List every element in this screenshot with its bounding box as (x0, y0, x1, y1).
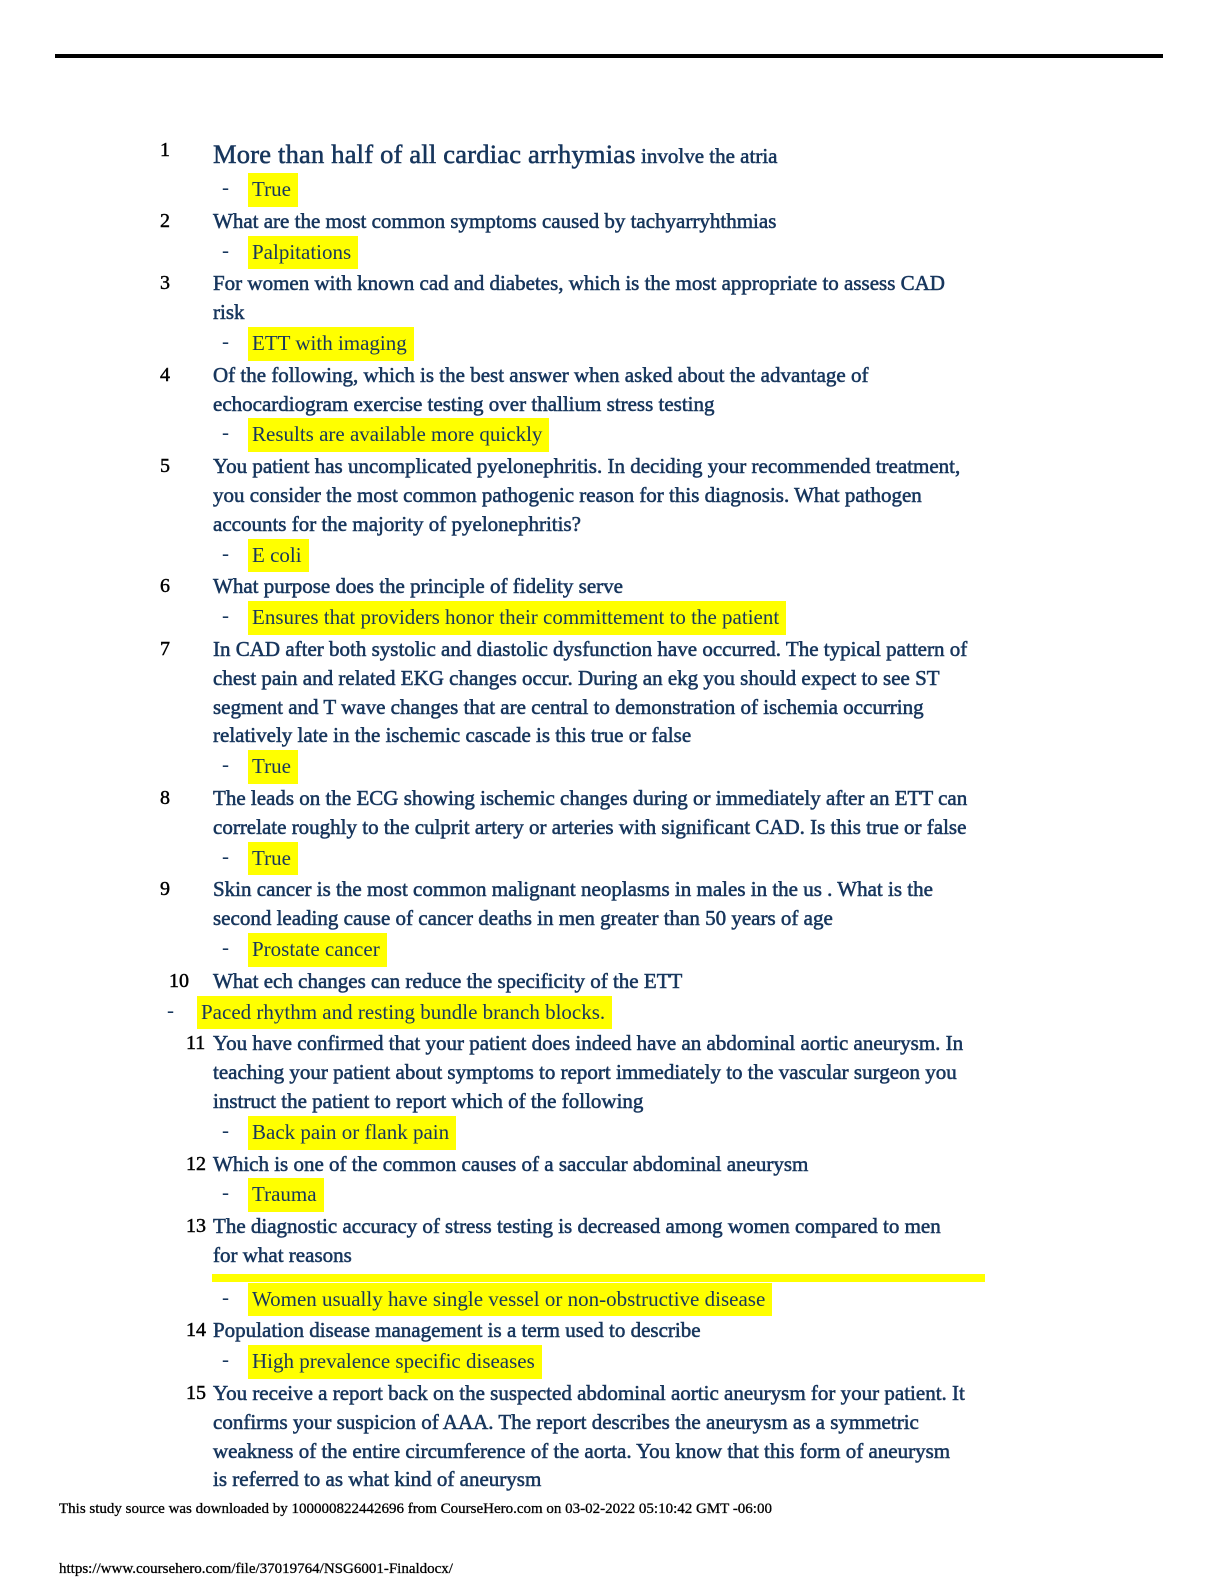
answer-highlight: Trauma (248, 1178, 324, 1212)
question-item (158, 361, 1088, 452)
question-block (213, 269, 1073, 360)
answer-row (213, 842, 1073, 876)
question-item (158, 452, 1088, 572)
answer-row (213, 327, 1073, 361)
answer-dash: - (222, 328, 229, 353)
answer-row (213, 236, 1073, 270)
question-lead-text: More than half of all cardiac arrhymias (213, 139, 636, 169)
question-number: 12 (186, 1152, 206, 1175)
answer-row (213, 750, 1073, 784)
question-item (158, 269, 1088, 360)
question-block (213, 635, 1073, 784)
question-text: Population disease management is a term used to describe (213, 1318, 701, 1343)
answer-row (213, 1178, 1073, 1212)
footer-source-url: https://www.coursehero.com/file/37019764/NSG6001-Finaldocx/ (59, 1561, 453, 1577)
answer-highlight: True (248, 173, 298, 207)
highlight-bar (212, 1274, 985, 1282)
question-text: Which is one of the common causes of a saccular abdominal aneurysm (213, 1151, 809, 1176)
answer-row (213, 173, 1073, 207)
question-text: What purpose does the principle of fidelity serve (213, 574, 623, 599)
answer-dash: - (222, 237, 229, 262)
answer-row (213, 539, 1073, 573)
answer-highlight: ETT with imaging (248, 327, 414, 361)
question-text: What are the most common symptoms caused by tachyarryhthmias (213, 208, 777, 233)
answer-dash: - (222, 175, 229, 199)
question-text: echocardiogram exercise testing over thallium stress testing (213, 391, 715, 416)
question-text: The diagnostic accuracy of stress testing is decreased among women compared to men (213, 1214, 941, 1239)
question-text: Of the following, which is the best answer when asked about the advantage of (213, 362, 869, 387)
question-text: accounts for the majority of pyelonephritis? (213, 511, 581, 536)
answer-highlight: Back pain or flank pain (248, 1116, 456, 1150)
answer-highlight: True (248, 750, 298, 784)
answer-highlight: Results are available more quickly (248, 418, 549, 452)
question-block (213, 1029, 1073, 1149)
answer-row (213, 601, 1073, 635)
question-text: teaching your patient about symptoms to report immediately to the vascular surgeon you (213, 1060, 957, 1085)
answer-dash: - (167, 997, 174, 1022)
question-block (213, 875, 1073, 966)
top-rule-divider (55, 54, 1163, 58)
question-block (213, 1212, 1073, 1316)
question-number: 13 (186, 1215, 206, 1238)
answer-dash: - (222, 540, 229, 565)
answer-highlight: High prevalence specific diseases (248, 1345, 542, 1379)
answer-dash: - (222, 1347, 229, 1372)
question-text: You patient has uncomplicated pyelonephritis. In deciding your recommended treatment, (213, 454, 961, 479)
question-text: For women with known cad and diabetes, which is the most appropriate to assess CAD (213, 271, 945, 296)
question-item (158, 1316, 1088, 1379)
answer-dash: - (222, 752, 229, 777)
question-block (213, 361, 1073, 452)
question-text: relatively late in the ischemic cascade is this true or false (213, 723, 692, 748)
question-number: 6 (160, 575, 170, 598)
question-rest-text: involve the atria (635, 144, 778, 168)
question-number: 11 (186, 1032, 206, 1055)
question-text: What ech changes can reduce the specificity of the ETT (213, 968, 683, 993)
question-number: 4 (160, 363, 170, 386)
question-block (213, 1150, 1073, 1213)
question-number: 15 (186, 1382, 206, 1405)
question-text: The leads on the ECG showing ischemic changes during or immediately after an ETT can (213, 785, 968, 810)
answer-highlight: Paced rhythm and resting bundle branch blocks. (197, 996, 612, 1030)
question-text: segment and T wave changes that are central to demonstration of ischemia occurring (213, 694, 924, 719)
question-text: confirms your suspicion of AAA. The report describes the aneurysm as a symmetric (213, 1409, 919, 1434)
question-text: In CAD after both systolic and diastolic dysfunction have occurred. The typical pattern of (213, 636, 968, 661)
question-number: 2 (160, 209, 170, 232)
question-block (213, 136, 1073, 207)
footer-download-notice: This study source was downloaded by 100000822442696 from CourseHero.com on 03-02-2022 05:10:42 GMT -06:00 (59, 1501, 772, 1517)
question-text (213, 136, 1073, 173)
question-item (158, 572, 1088, 635)
question-number: 7 (160, 637, 170, 660)
answer-row (213, 418, 1073, 452)
question-text: You have confirmed that your patient does indeed have an abdominal aortic aneurysm. In (213, 1031, 964, 1056)
question-item (158, 1150, 1088, 1213)
answer-dash: - (222, 843, 229, 868)
question-block (213, 1316, 1073, 1379)
question-text: for what reasons (213, 1242, 352, 1267)
answer-highlight: E coli (248, 539, 309, 573)
question-text: second leading cause of cancer deaths in men greater than 50 years of age (213, 906, 833, 931)
question-text: Skin cancer is the most common malignant neoplasms in males in the us . What is the (213, 877, 933, 902)
question-number: 1 (160, 139, 170, 161)
question-item (158, 1029, 1088, 1149)
question-item (158, 136, 1088, 207)
question-text: correlate roughly to the culprit artery or arteries with significant CAD. Is this true or false (213, 814, 967, 839)
question-number: 14 (186, 1319, 206, 1342)
question-block (213, 784, 1073, 875)
answer-dash: - (222, 1284, 229, 1309)
answer-highlight: Prostate cancer (248, 933, 387, 967)
question-block (213, 452, 1073, 572)
answer-row (213, 1345, 1073, 1379)
question-text: instruct the patient to report which of the following (213, 1088, 644, 1113)
answer-row (213, 1283, 1073, 1317)
question-item (158, 967, 1088, 1030)
question-number: 5 (160, 455, 170, 478)
answer-dash: - (222, 420, 229, 445)
question-text: risk (213, 300, 245, 325)
answer-row (213, 933, 1073, 967)
question-item (158, 784, 1088, 875)
answer-highlight: Ensures that providers honor their committement to the patient (248, 601, 786, 635)
question-text: You receive a report back on the suspected abdominal aortic aneurysm for your patient. It (213, 1381, 965, 1406)
answer-row (213, 1116, 1073, 1150)
question-item (158, 207, 1088, 270)
question-block (213, 572, 1073, 635)
question-item (158, 1379, 1088, 1494)
answer-row (167, 996, 1073, 1030)
question-text: you consider the most common pathogenic reason for this diagnosis. What pathogen (213, 482, 922, 507)
answer-dash: - (222, 934, 229, 959)
question-number: 10 (169, 969, 189, 992)
question-item (158, 635, 1088, 784)
question-number: 3 (160, 272, 170, 295)
question-number: 8 (160, 786, 170, 809)
question-block (213, 1379, 1073, 1494)
question-block (213, 207, 1073, 270)
answer-highlight: Women usually have single vessel or non-obstructive disease (248, 1283, 772, 1317)
answer-dash: - (222, 1117, 229, 1142)
answer-highlight: Palpitations (248, 236, 358, 270)
question-item (158, 875, 1088, 966)
question-number: 9 (160, 878, 170, 901)
question-text: weakness of the entire circumference of the aorta. You know that this form of aneurysm (213, 1438, 951, 1463)
answer-dash: - (222, 603, 229, 628)
answer-highlight: True (248, 842, 298, 876)
answer-dash: - (222, 1180, 229, 1205)
question-item (158, 1212, 1088, 1316)
question-list (158, 136, 1088, 1494)
question-text: chest pain and related EKG changes occur. During an ekg you should expect to see ST (213, 665, 940, 690)
question-text: is referred to as what kind of aneurysm (213, 1467, 542, 1492)
